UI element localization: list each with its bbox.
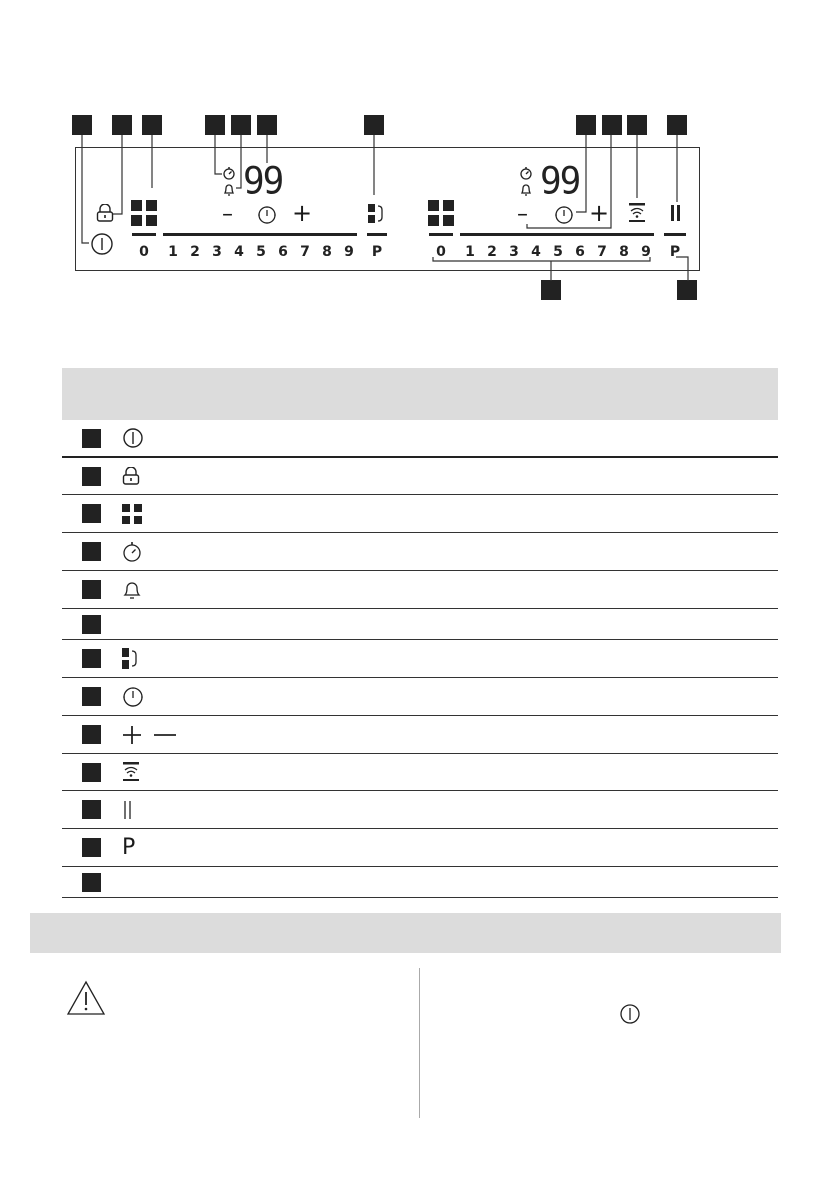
table-row xyxy=(62,420,778,458)
timer-display-left: 99 xyxy=(243,159,283,203)
table-row xyxy=(62,867,778,898)
level-9: 9 xyxy=(344,244,354,260)
plus-minus-icon xyxy=(122,724,178,746)
clock-icon[interactable] xyxy=(554,205,574,225)
table-row xyxy=(62,716,778,754)
timer-icon xyxy=(122,541,142,563)
row-marker xyxy=(82,542,101,561)
bell-icon xyxy=(519,182,533,196)
power-boost-icon: P xyxy=(122,835,136,860)
level-8: 8 xyxy=(619,244,629,260)
level-5: 5 xyxy=(256,244,266,260)
slider-segment-zero[interactable] xyxy=(429,233,453,236)
bridge-icon xyxy=(122,648,138,670)
hob-to-hood-icon[interactable] xyxy=(628,203,646,223)
level-5: 5 xyxy=(553,244,563,260)
plus-button-right[interactable]: + xyxy=(589,199,610,227)
level-1: 1 xyxy=(465,244,475,260)
row-marker xyxy=(82,838,101,857)
on-off-icon xyxy=(122,427,144,449)
bell-icon xyxy=(222,182,236,196)
bell-icon xyxy=(122,580,142,600)
level-4: 4 xyxy=(234,244,244,260)
row-marker xyxy=(82,873,101,892)
table-row xyxy=(62,609,778,640)
minus-button-left[interactable]: – xyxy=(222,202,233,227)
table-row xyxy=(62,533,778,571)
level-2: 2 xyxy=(487,244,497,260)
level-zero-right: 0 xyxy=(436,244,446,260)
table-row xyxy=(62,571,778,609)
row-marker xyxy=(82,687,101,706)
leader-lines xyxy=(0,0,839,320)
slider-segment-p[interactable] xyxy=(367,233,387,236)
row-marker xyxy=(82,725,101,744)
level-3: 3 xyxy=(509,244,519,260)
cooking-zones-icon xyxy=(122,504,142,524)
level-6: 6 xyxy=(278,244,288,260)
level-zero-left: 0 xyxy=(139,244,149,260)
table-row xyxy=(62,791,778,829)
row-marker xyxy=(82,615,101,634)
pause-icon[interactable] xyxy=(670,205,682,221)
timer-display-right: 99 xyxy=(540,159,580,203)
table-header xyxy=(62,368,778,420)
warning-triangle-icon xyxy=(66,980,106,1016)
clock-icon xyxy=(122,686,144,708)
cooking-zones-icon[interactable] xyxy=(428,200,454,226)
row-marker xyxy=(82,504,101,523)
row-marker xyxy=(82,580,101,599)
table-row xyxy=(62,829,778,867)
lock-icon xyxy=(122,467,140,485)
clock-icon[interactable] xyxy=(257,205,277,225)
slider-segment-zero[interactable] xyxy=(132,233,156,236)
level-1: 1 xyxy=(168,244,178,260)
lock-icon[interactable] xyxy=(96,204,114,222)
column-divider xyxy=(419,968,420,1118)
level-3: 3 xyxy=(212,244,222,260)
slider-segment-p[interactable] xyxy=(664,233,686,236)
bridge-icon[interactable] xyxy=(368,204,384,224)
level-p-left: P xyxy=(371,244,383,260)
table-row xyxy=(62,754,778,791)
table-row xyxy=(62,678,778,716)
row-marker xyxy=(82,649,101,668)
level-9: 9 xyxy=(641,244,651,260)
row-marker xyxy=(82,467,101,486)
level-8: 8 xyxy=(322,244,332,260)
level-7: 7 xyxy=(597,244,607,260)
timer-icon xyxy=(222,166,236,180)
level-4: 4 xyxy=(531,244,541,260)
table-row xyxy=(62,458,778,495)
slider-bar-right[interactable] xyxy=(460,233,654,236)
on-off-icon xyxy=(619,1003,641,1025)
level-6: 6 xyxy=(575,244,585,260)
minus-button-right[interactable]: – xyxy=(517,202,528,227)
timer-icon xyxy=(519,166,533,180)
level-p-right: P xyxy=(669,244,681,260)
level-7: 7 xyxy=(300,244,310,260)
control-panel-diagram xyxy=(0,0,839,320)
section-heading-bar xyxy=(30,913,781,953)
row-marker xyxy=(82,800,101,819)
table-row xyxy=(62,640,778,678)
level-2: 2 xyxy=(190,244,200,260)
table-row xyxy=(62,495,778,533)
plus-button-left[interactable]: + xyxy=(292,199,313,227)
row-marker xyxy=(82,429,101,448)
hob-to-hood-icon xyxy=(122,762,140,782)
cooking-zones-icon[interactable] xyxy=(131,200,157,226)
row-marker xyxy=(82,763,101,782)
on-off-icon[interactable] xyxy=(90,232,114,256)
slider-bar-left[interactable] xyxy=(163,233,357,236)
pause-icon xyxy=(122,799,134,821)
